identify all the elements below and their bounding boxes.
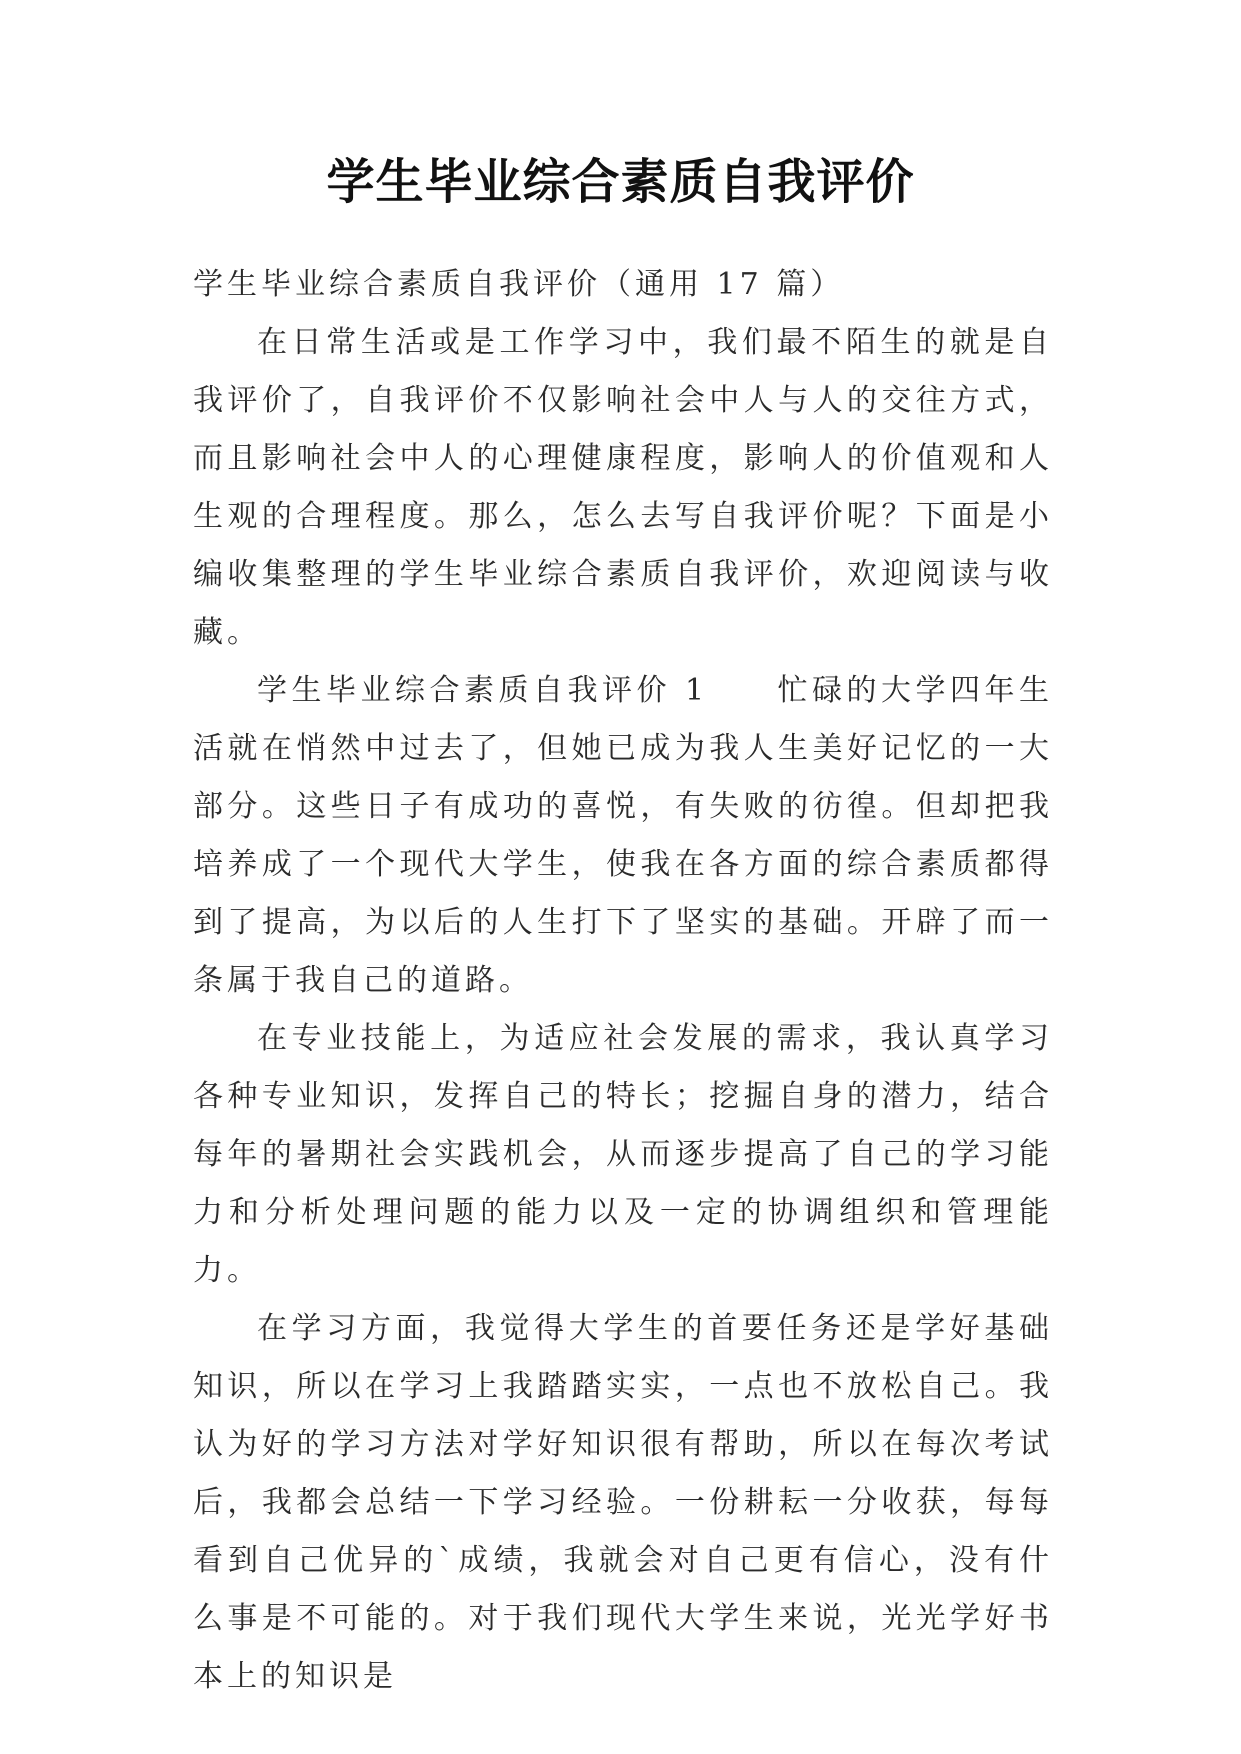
document-subtitle: 学生毕业综合素质自我评价（通用 17 篇） [193,267,845,302]
document-body [193,256,1053,1706]
document-title: 学生毕业综合素质自我评价 [326,154,915,210]
paragraph-skills: 在专业技能上，为适应社会发展的需求，我认真学习各种专业知识，发挥自己的特长；挖掘自身的潜力，结合每年的暑期社会实践机会，从而逐步提高了自己的学习能力和分析处理问题的能力以及一定的协调组织和管理能力。 [193,1021,1053,1288]
paragraph-study: 在学习方面，我觉得大学生的首要任务还是学好基础知识，所以在学习上我踏踏实实，一点也不放松自己。我认为好的学习方法对学好知识很有帮助，所以在每次考试后，我都会总结一下学习经验。一份耕耘一分收获，每每看到自己优异的`成绩，我就会对自己更有信心，没有什么事是不可能的。对于我们现代大学生来说，光光学好书本上的知识是 [193,1311,1053,1694]
paragraph-essay-1: 学生毕业综合素质自我评价 1 忙碌的大学四年生活就在悄然中过去了，但她已成为我人生美好记忆的一大部分。这些日子有成功的喜悦，有失败的彷徨。但却把我培养成了一个现代大学生，使我在各方面的综合素质都得到了提高，为以后的人生打下了坚实的基础。开辟了而一条属于我自己的道路。 [193,673,1053,998]
paragraph-intro: 在日常生活或是工作学习中，我们最不陌生的就是自我评价了，自我评价不仅影响社会中人与人的交往方式，而且影响社会中人的心理健康程度，影响人的价值观和人生观的合理程度。那么，怎么去写自我评价呢？下面是小编收集整理的学生毕业综合素质自我评价，欢迎阅读与收藏。 [193,325,1053,650]
